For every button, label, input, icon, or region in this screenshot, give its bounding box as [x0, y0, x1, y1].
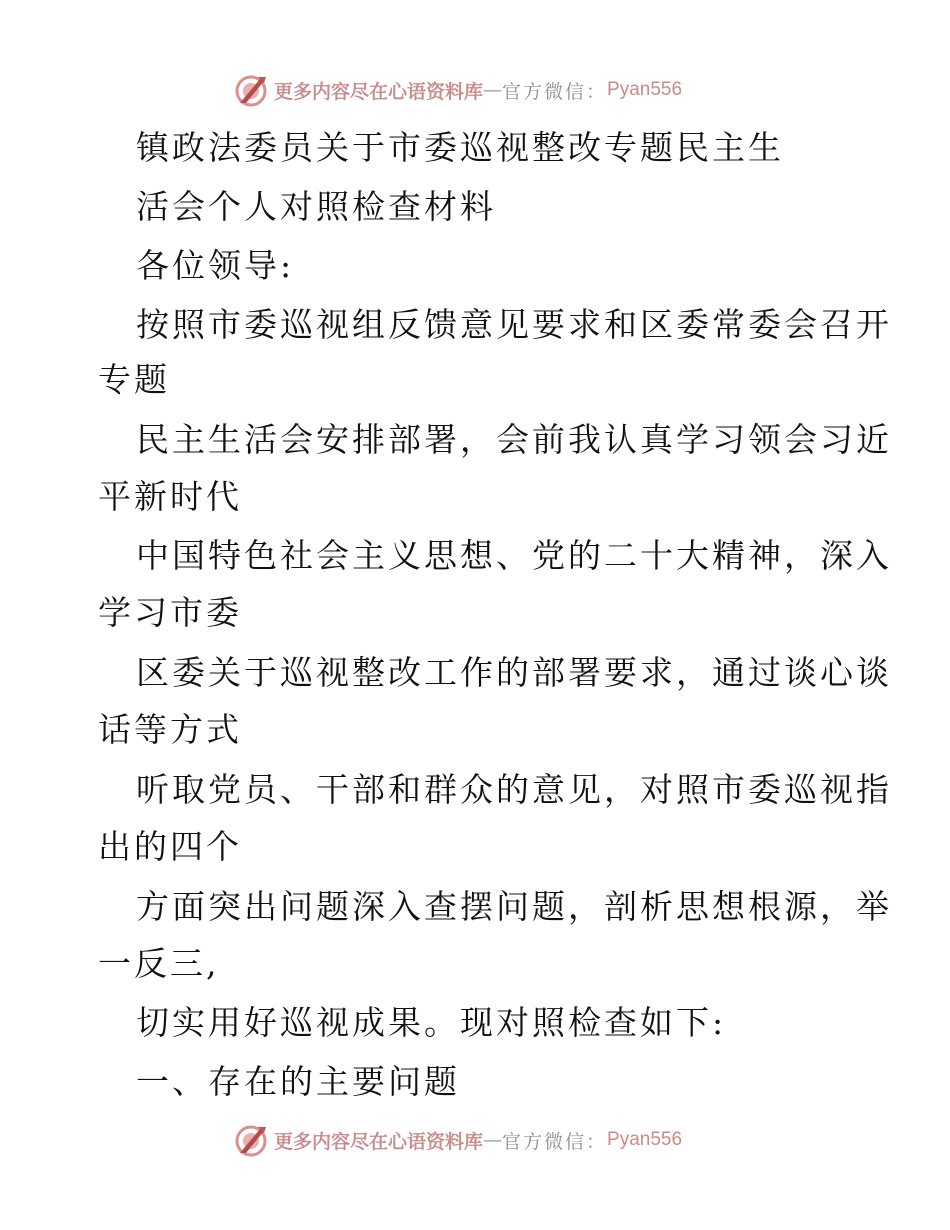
- paragraph-line: 方面突出问题深入查摆问题，剖析思想根源，举: [136, 887, 892, 926]
- feather-logo-icon: [234, 1123, 268, 1157]
- document-title-line-2: 活会个人对照检查材料: [136, 187, 496, 226]
- paragraph-line: 民主生活会安排部署，会前我认真学习领会习近: [136, 420, 892, 459]
- paragraph-line: 切实用好巡视成果。现对照检查如下:: [136, 1003, 727, 1042]
- footer-watermark: [234, 1122, 682, 1158]
- feather-logo-icon: [234, 73, 268, 107]
- watermark-separator: —: [483, 1129, 503, 1151]
- watermark-wechat-id: Pyan556: [607, 1129, 683, 1150]
- watermark-separator: —: [483, 79, 503, 101]
- document-title-line-1: 镇政法委员关于市委巡视整改专题民主生: [136, 128, 784, 167]
- salutation: 各位领导:: [136, 246, 295, 285]
- watermark-title: 更多内容尽在心语资料库: [274, 80, 484, 103]
- paragraph-line: 中国特色社会主义思想、党的二十大精神，深入: [136, 536, 892, 575]
- paragraph-line: 按照市委巡视组反馈意见要求和区委常委会召开: [136, 305, 892, 344]
- watermark-wechat-id: Pyan556: [607, 79, 683, 100]
- paragraph-line: 区委关于巡视整改工作的部署要求，通过谈心谈: [136, 653, 892, 692]
- header-watermark: [234, 72, 682, 108]
- watermark-wechat-label: 官方微信：: [502, 80, 608, 103]
- paragraph-line: 平新时代: [98, 477, 242, 516]
- paragraph-line: 话等方式: [98, 710, 242, 749]
- paragraph-line: 专题: [98, 360, 170, 399]
- watermark-title: 更多内容尽在心语资料库: [274, 1130, 484, 1153]
- paragraph-line: 出的四个: [98, 827, 242, 866]
- watermark-wechat-label: 官方微信：: [502, 1130, 608, 1153]
- section-heading: 一、存在的主要问题: [136, 1062, 460, 1101]
- paragraph-line: 一反三,: [98, 944, 220, 983]
- paragraph-line: 听取党员、干部和群众的意见，对照市委巡视指: [136, 770, 892, 809]
- paragraph-line: 学习市委: [98, 593, 242, 632]
